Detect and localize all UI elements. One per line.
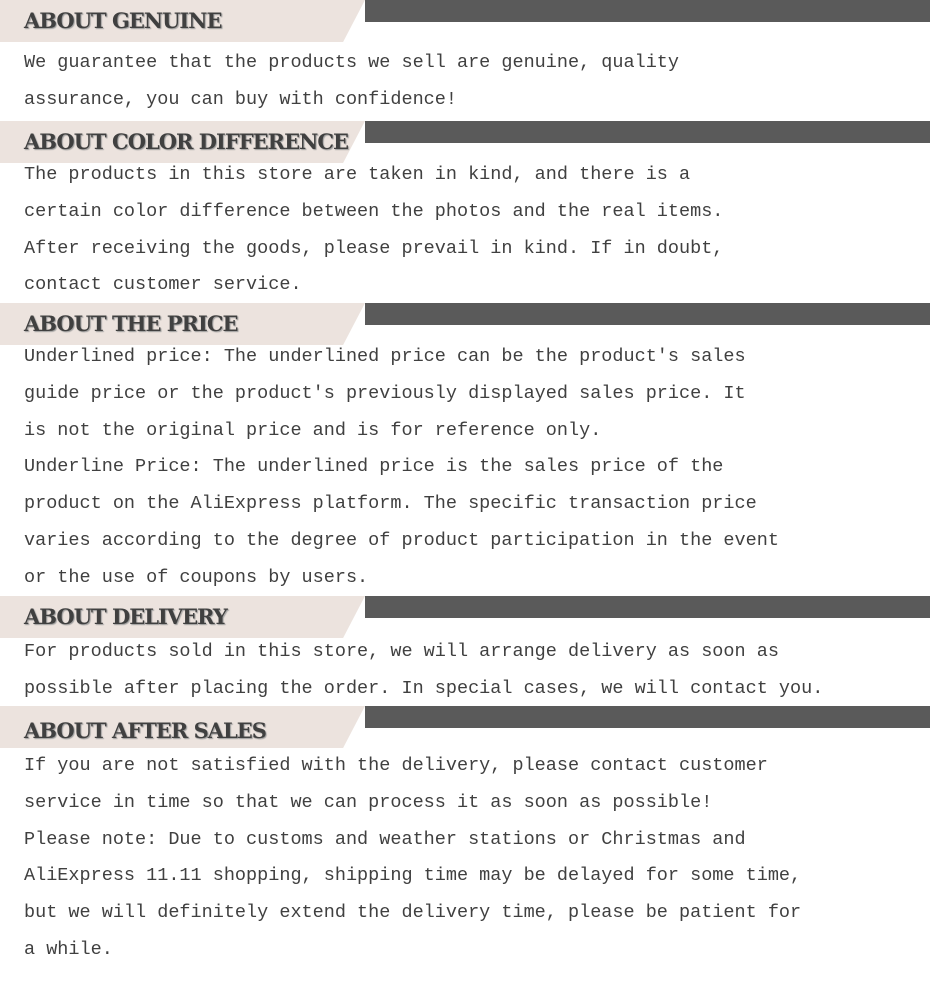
section-title: ABOUT AFTER SALES bbox=[24, 718, 266, 743]
text-line: service in time so that we can process it as soon as possible! bbox=[24, 791, 713, 813]
text-line: certain color difference between the photos and the real items. bbox=[24, 200, 724, 222]
text-line: assurance, you can buy with confidence! bbox=[24, 88, 457, 110]
text-line: but we will definitely extend the delivery time, please be patient for bbox=[24, 902, 802, 924]
text-line: is not the original price and is for reference only. bbox=[24, 419, 602, 441]
text-line: Underlined price: The underlined price can be the product's sales bbox=[24, 346, 746, 367]
text-line: product on the AliExpress platform. The specific transaction price bbox=[24, 493, 757, 515]
header-bar bbox=[365, 706, 930, 728]
text-line: The products in this store are taken in kind, and there is a bbox=[24, 164, 691, 185]
section-delivery bbox=[0, 596, 930, 708]
section-body bbox=[0, 634, 930, 708]
text-line: a while. bbox=[24, 938, 113, 960]
section-title: ABOUT DELIVERY bbox=[24, 604, 227, 629]
header-bar bbox=[365, 303, 930, 325]
section-header bbox=[0, 121, 930, 163]
section-title: ABOUT COLOR DIFFERENCE bbox=[24, 129, 349, 154]
text-line: We guarantee that the products we sell are genuine, quality bbox=[24, 52, 680, 73]
section-header bbox=[0, 706, 930, 748]
text-line: contact customer service. bbox=[24, 274, 302, 296]
text-line: If you are not satisfied with the delivery, please contact customer bbox=[24, 755, 768, 776]
section-genuine bbox=[0, 0, 930, 119]
header-bar bbox=[365, 121, 930, 143]
text-line: AliExpress 11.11 shopping, shipping time may be delayed for some time, bbox=[24, 865, 802, 887]
text-line: After receiving the goods, please prevail in kind. If in doubt, bbox=[24, 237, 724, 259]
header-bar bbox=[365, 0, 930, 22]
text-line: or the use of coupons by users. bbox=[24, 566, 369, 588]
text-line: guide price or the product's previously displayed sales price. It bbox=[24, 382, 746, 404]
section-header bbox=[0, 596, 930, 638]
section-color-difference bbox=[0, 121, 930, 304]
section-body bbox=[0, 157, 930, 304]
section-price bbox=[0, 303, 930, 597]
header-bar bbox=[365, 596, 930, 618]
section-body bbox=[0, 45, 930, 119]
text-line: Please note: Due to customs and weather stations or Christmas and bbox=[24, 828, 746, 850]
text-line: possible after placing the order. In special cases, we will contact you. bbox=[24, 677, 824, 699]
section-after-sales bbox=[0, 706, 930, 969]
text-line: Underline Price: The underlined price is the sales price of the bbox=[24, 456, 724, 478]
section-title: ABOUT THE PRICE bbox=[24, 311, 238, 336]
section-title: ABOUT GENUINE bbox=[24, 8, 222, 33]
section-body bbox=[0, 339, 930, 597]
section-header bbox=[0, 303, 930, 345]
text-line: For products sold in this store, we will arrange delivery as soon as bbox=[24, 641, 779, 662]
section-header bbox=[0, 0, 930, 42]
text-line: varies according to the degree of product participation in the event bbox=[24, 529, 779, 551]
section-body bbox=[0, 748, 930, 969]
